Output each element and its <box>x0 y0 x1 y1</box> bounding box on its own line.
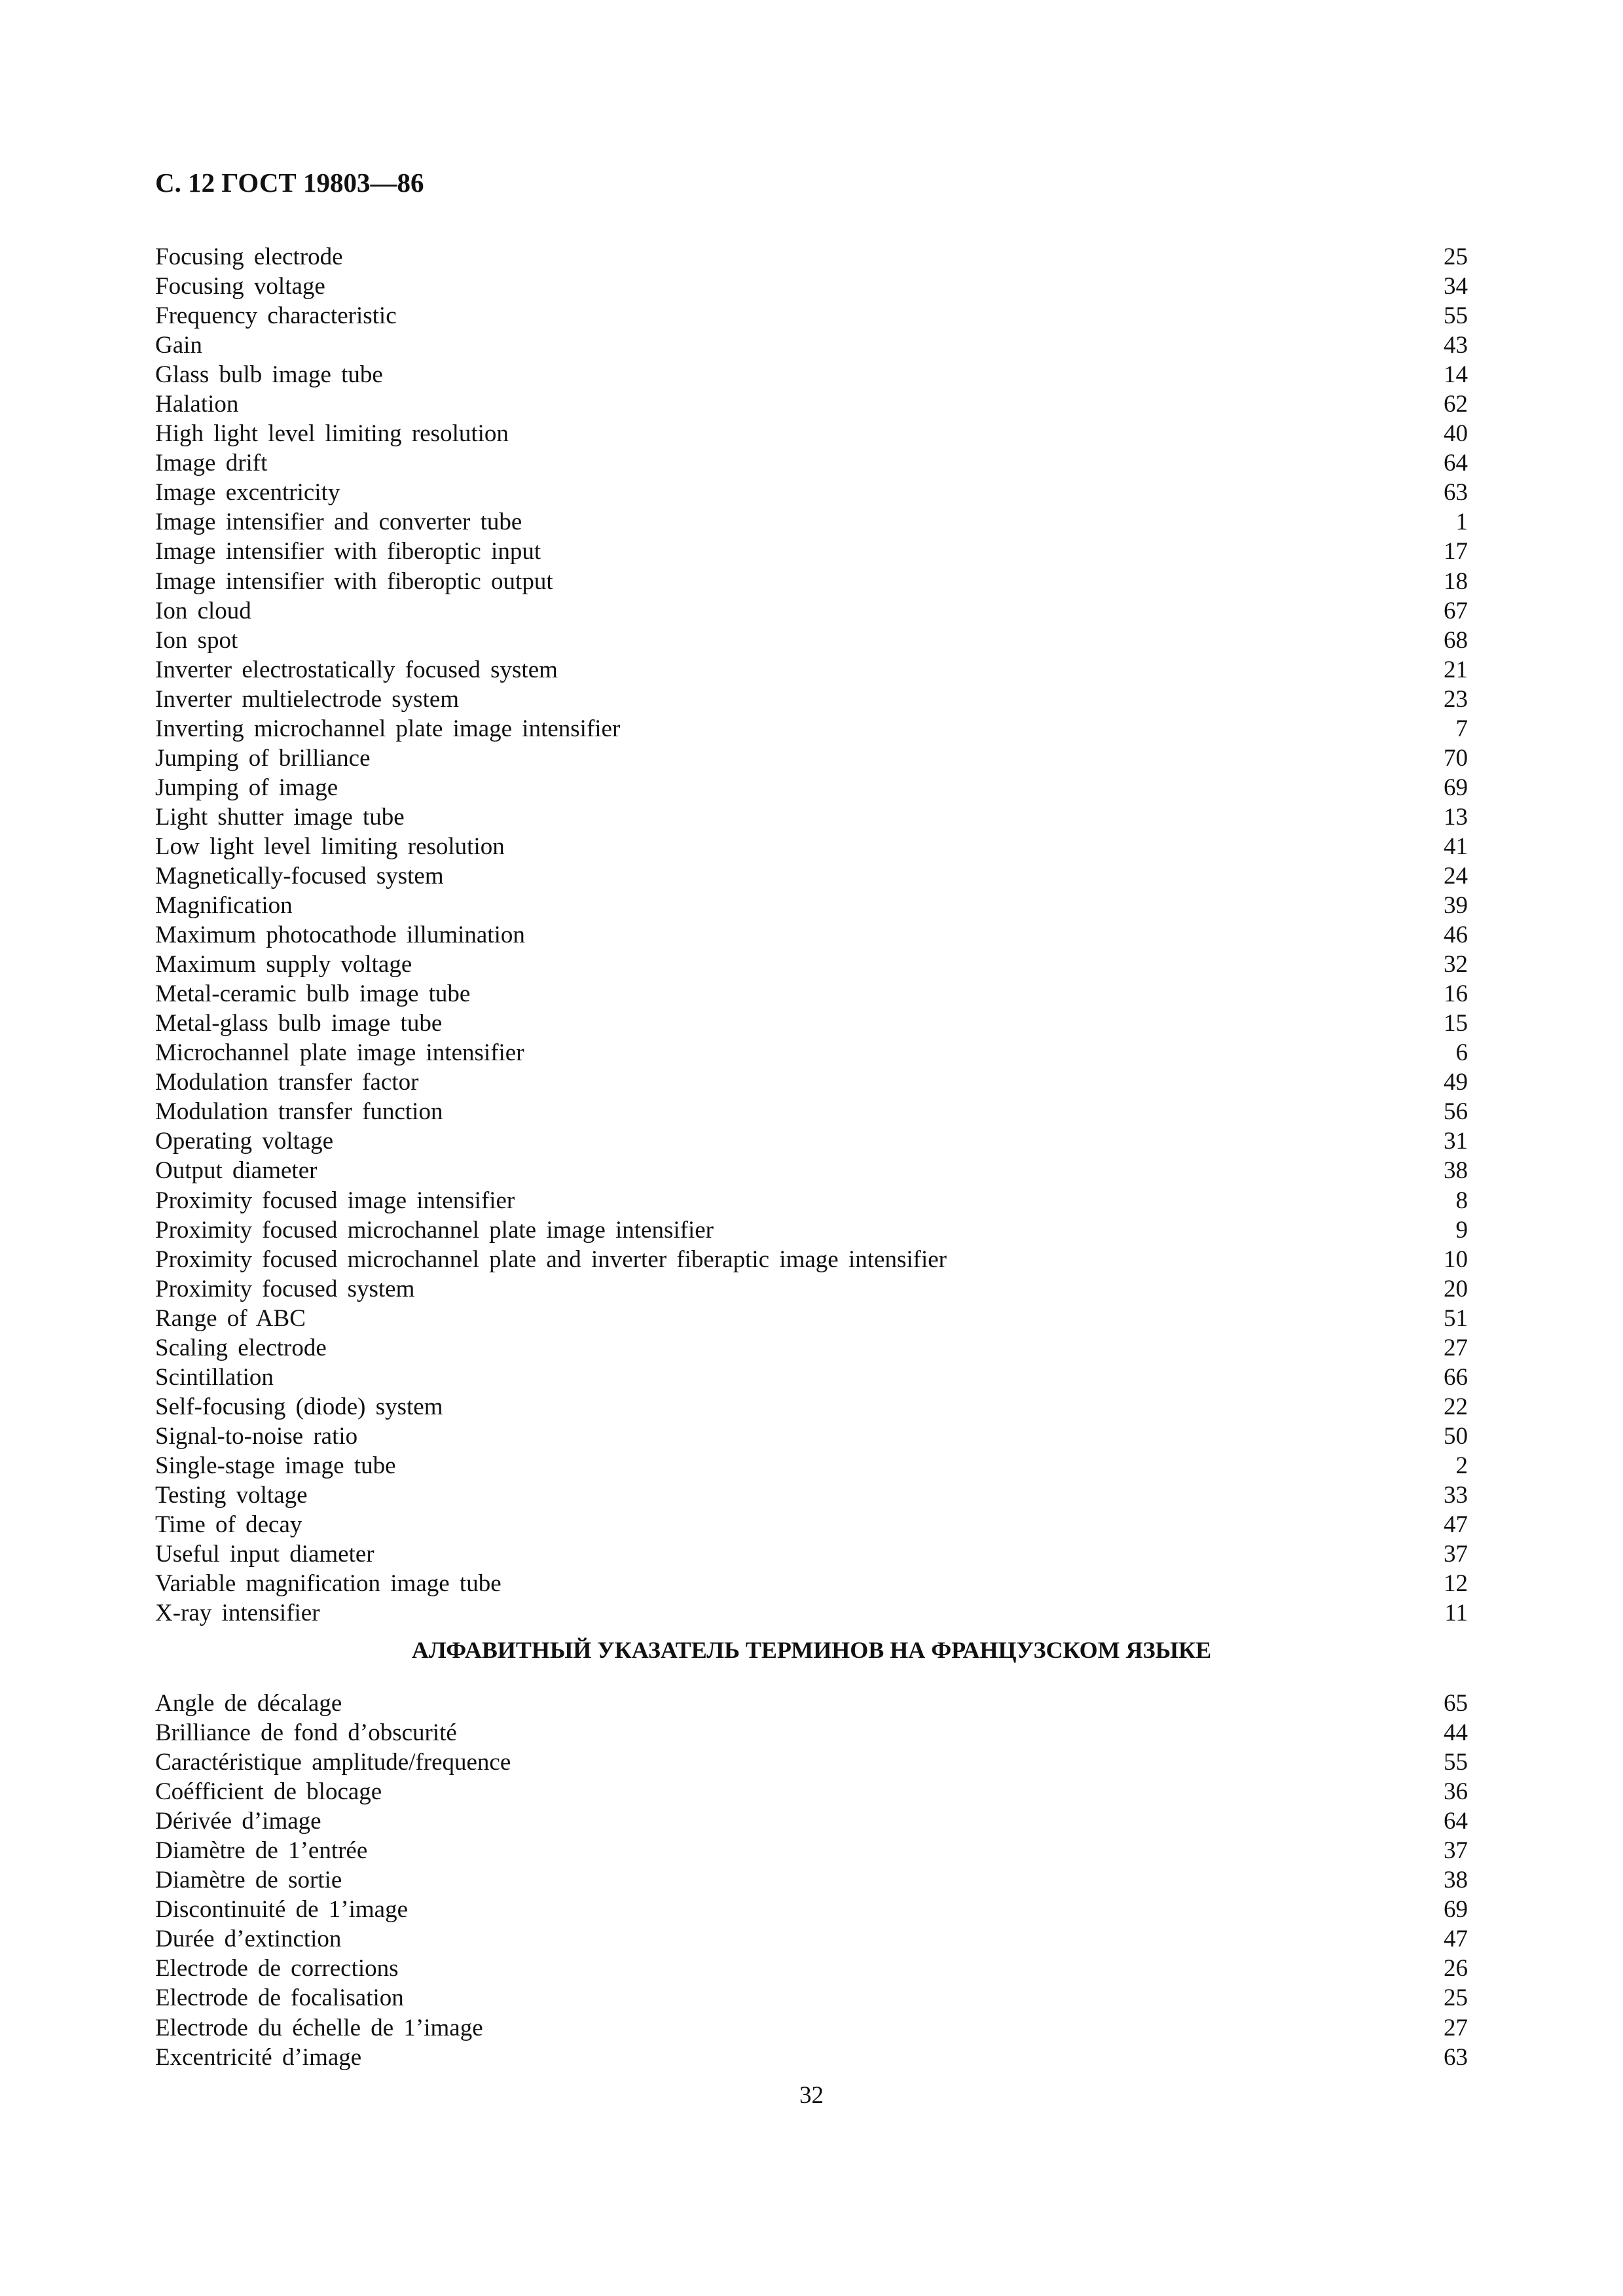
index-entry <box>155 448 1468 478</box>
index-entry <box>155 596 1468 626</box>
index-entry <box>155 1186 1468 1215</box>
index-page-number: 33 <box>1444 1481 1468 1509</box>
index-page-number: 36 <box>1444 1778 1468 1806</box>
index-page-number: 17 <box>1444 538 1468 565</box>
index-entry <box>155 419 1468 448</box>
index-entry <box>155 1038 1468 1067</box>
index-page-number: 68 <box>1444 626 1468 654</box>
index-page-number: 66 <box>1444 1363 1468 1391</box>
index-entry <box>155 950 1468 979</box>
index-term: Electrode de corrections <box>155 1955 399 1982</box>
index-term: Useful input diameter <box>155 1541 374 1568</box>
index-term: Proximity focused microchannel plate image intensifier <box>155 1216 714 1244</box>
index-page-number: 14 <box>1444 361 1468 389</box>
index-page-number: 22 <box>1444 1393 1468 1420</box>
index-page-number: 21 <box>1444 656 1468 683</box>
index-term: Coéfficient de blocage <box>155 1778 382 1806</box>
index-entry <box>155 685 1468 714</box>
index-page-number: 65 <box>1444 1690 1468 1717</box>
index-entry <box>155 2043 1468 2072</box>
index-page-number: 25 <box>1444 243 1468 270</box>
index-term: Image excentricity <box>155 479 340 507</box>
index-page-number: 31 <box>1444 1128 1468 1155</box>
index-term: Gain <box>155 332 202 359</box>
index-page-number: 1 <box>1455 509 1468 536</box>
index-term: Angle de décalage <box>155 1690 342 1717</box>
index-page-number: 24 <box>1444 862 1468 889</box>
page-header: С. 12 ГОСТ 19803—86 <box>155 168 424 198</box>
index-page-number: 69 <box>1444 774 1468 801</box>
index-entry <box>155 1777 1468 1806</box>
index-page-number: 55 <box>1444 302 1468 330</box>
index-term: Self-focusing (diode) system <box>155 1393 443 1420</box>
index-page-number: 44 <box>1444 1719 1468 1747</box>
index-term: Single-stage image tube <box>155 1452 396 1479</box>
index-entry <box>155 979 1468 1009</box>
index-term: Inverting microchannel plate image intensifier <box>155 715 621 742</box>
index-entry <box>155 360 1468 389</box>
index-page-number: 55 <box>1444 1749 1468 1776</box>
index-page-number: 8 <box>1455 1187 1468 1214</box>
index-entry <box>155 1126 1468 1156</box>
index-term: Caractéristique amplitude/frequence <box>155 1749 511 1776</box>
index-entry <box>155 1836 1468 1865</box>
index-entry <box>155 1215 1468 1245</box>
index-page-number: 51 <box>1444 1304 1468 1332</box>
index-page-number: 12 <box>1444 1570 1468 1598</box>
index-entry <box>155 1865 1468 1895</box>
index-term: Testing voltage <box>155 1481 308 1509</box>
index-page-number: 50 <box>1444 1422 1468 1450</box>
index-page-number: 23 <box>1444 685 1468 713</box>
index-term: Brilliance de fond d’obscurité <box>155 1719 457 1747</box>
index-term: Excentricité d’image <box>155 2043 362 2071</box>
index-entry <box>155 1569 1468 1598</box>
index-page-number: 9 <box>1455 1216 1468 1244</box>
index-entry <box>155 301 1468 331</box>
index-entry <box>155 1480 1468 1510</box>
index-page-number: 7 <box>1455 715 1468 742</box>
index-page-number: 69 <box>1444 1896 1468 1924</box>
index-term: Scintillation <box>155 1363 274 1391</box>
index-term: Scaling electrode <box>155 1334 327 1361</box>
index-page-number: 32 <box>1444 951 1468 978</box>
english-index-list <box>155 242 1468 1628</box>
index-term: Durée d’extinction <box>155 1926 342 1953</box>
index-term: Ion spot <box>155 626 238 654</box>
index-page-number: 2 <box>1455 1452 1468 1479</box>
index-page-number: 38 <box>1444 1157 1468 1185</box>
index-entry <box>155 744 1468 773</box>
index-term: Modulation transfer function <box>155 1098 443 1126</box>
index-entry <box>155 507 1468 537</box>
index-page-number: 47 <box>1444 1926 1468 1953</box>
index-term: Electrode du échelle de 1’image <box>155 2014 483 2041</box>
index-term: Image intensifier and converter tube <box>155 509 522 536</box>
index-entry <box>155 1156 1468 1185</box>
index-entry <box>155 802 1468 832</box>
index-entry <box>155 1924 1468 1954</box>
index-term: Range of ABC <box>155 1304 306 1332</box>
index-page-number: 62 <box>1444 391 1468 418</box>
index-entry <box>155 1422 1468 1451</box>
index-page-number: 63 <box>1444 479 1468 507</box>
index-page-number: 63 <box>1444 2043 1468 2071</box>
index-entry <box>155 1718 1468 1748</box>
index-entry <box>155 537 1468 566</box>
index-entry <box>155 2013 1468 2043</box>
index-term: Glass bulb image tube <box>155 361 383 389</box>
index-entry <box>155 1451 1468 1480</box>
index-page-number: 67 <box>1444 597 1468 624</box>
index-term: Magnification <box>155 892 293 920</box>
index-entry <box>155 272 1468 301</box>
index-entry <box>155 626 1468 655</box>
index-term: Inverter multielectrode system <box>155 685 460 713</box>
index-term: Low light level limiting resolution <box>155 833 505 860</box>
index-term: Modulation transfer factor <box>155 1069 419 1096</box>
index-entry <box>155 1806 1468 1836</box>
index-page-number: 37 <box>1444 1541 1468 1568</box>
index-page-number: 34 <box>1444 273 1468 300</box>
index-entry <box>155 920 1468 950</box>
index-page-number: 56 <box>1444 1098 1468 1126</box>
index-page-number: 18 <box>1444 567 1468 595</box>
index-term: Halation <box>155 391 239 418</box>
index-term: Metal-glass bulb image tube <box>155 1010 443 1037</box>
index-term: Output diameter <box>155 1157 318 1185</box>
index-entry <box>155 331 1468 360</box>
index-term: Discontinuité de 1’image <box>155 1896 409 1924</box>
index-term: Image intensifier with fiberoptic output <box>155 567 553 595</box>
index-entry <box>155 1689 1468 1718</box>
index-page-number: 37 <box>1444 1837 1468 1865</box>
index-entry <box>155 832 1468 861</box>
index-entry <box>155 1598 1468 1628</box>
index-term: Frequency characteristic <box>155 302 397 330</box>
index-page-number: 27 <box>1444 2014 1468 2041</box>
index-page-number: 70 <box>1444 744 1468 772</box>
index-entry <box>155 1333 1468 1363</box>
index-page-number: 64 <box>1444 1808 1468 1835</box>
index-entry <box>155 478 1468 507</box>
index-term: Image drift <box>155 450 268 477</box>
index-term: Jumping of image <box>155 774 338 801</box>
index-term: Proximity focused system <box>155 1275 415 1302</box>
index-term: Image intensifier with fiberoptic input <box>155 538 541 565</box>
index-term: Jumping of brilliance <box>155 744 371 772</box>
index-page-number: 46 <box>1444 922 1468 949</box>
index-term: Proximity focused image intensifier <box>155 1187 515 1214</box>
index-page-number: 40 <box>1444 420 1468 448</box>
index-entry <box>155 1245 1468 1274</box>
index-entry <box>155 1748 1468 1777</box>
index-page-number: 64 <box>1444 450 1468 477</box>
index-term: Ion cloud <box>155 597 251 624</box>
index-page-number: 49 <box>1444 1069 1468 1096</box>
index-page-number: 16 <box>1444 980 1468 1008</box>
index-term: Diamètre de sortie <box>155 1867 342 1894</box>
index-entry <box>155 1983 1468 2013</box>
french-index-heading: АЛФАВИТНЫЙ УКАЗАТЕЛЬ ТЕРМИНОВ НА ФРАНЦУЗСКОМ ЯЗЫКЕ <box>411 1637 1212 1663</box>
index-term: Inverter electrostatically focused system <box>155 656 558 683</box>
index-page-number: 13 <box>1444 803 1468 831</box>
index-term: Dérivée d’image <box>155 1808 321 1835</box>
index-term: Microchannel plate image intensifier <box>155 1039 524 1067</box>
index-entry <box>155 242 1468 272</box>
index-entry <box>155 567 1468 596</box>
index-term: Diamètre de 1’entrée <box>155 1837 368 1865</box>
index-entry <box>155 1895 1468 1924</box>
index-term: Focusing electrode <box>155 243 343 270</box>
index-term: Electrode de focalisation <box>155 1984 404 2012</box>
index-term: Variable magnification image tube <box>155 1570 501 1598</box>
index-entry <box>155 389 1468 419</box>
index-page-number: 20 <box>1444 1275 1468 1302</box>
index-term: Operating voltage <box>155 1128 334 1155</box>
index-term: Magnetically-focused system <box>155 862 444 889</box>
index-term: Maximum supply voltage <box>155 951 412 978</box>
index-entry <box>155 891 1468 920</box>
french-index-list <box>155 1689 1468 2072</box>
index-term: Proximity focused microchannel plate and inverter fiberaptic image intensifier <box>155 1246 947 1273</box>
index-page-number: 41 <box>1444 833 1468 860</box>
index-entry <box>155 1510 1468 1539</box>
index-entry <box>155 861 1468 891</box>
index-term: X-ray intensifier <box>155 1600 320 1627</box>
index-entry <box>155 1363 1468 1392</box>
index-page-number: 10 <box>1444 1246 1468 1273</box>
index-entry <box>155 1274 1468 1304</box>
index-entry <box>155 1097 1468 1126</box>
index-page-number: 15 <box>1444 1010 1468 1037</box>
index-entry <box>155 1067 1468 1097</box>
index-term: Maximum photocathode illumination <box>155 922 525 949</box>
index-page-number: 11 <box>1444 1600 1468 1627</box>
index-term: High light level limiting resolution <box>155 420 509 448</box>
index-page-number: 27 <box>1444 1334 1468 1361</box>
index-page-number: 43 <box>1444 332 1468 359</box>
index-entry <box>155 1954 1468 1983</box>
index-entry <box>155 655 1468 685</box>
page-number: 32 <box>799 2082 824 2109</box>
index-entry <box>155 1304 1468 1333</box>
index-entry <box>155 773 1468 802</box>
index-page-number: 6 <box>1455 1039 1468 1067</box>
index-entry <box>155 1009 1468 1038</box>
index-page-number: 47 <box>1444 1511 1468 1539</box>
index-entry <box>155 714 1468 744</box>
index-entry <box>155 1539 1468 1569</box>
index-term: Focusing voltage <box>155 273 325 300</box>
index-entry <box>155 1392 1468 1422</box>
index-term: Time of decay <box>155 1511 302 1539</box>
index-page-number: 38 <box>1444 1867 1468 1894</box>
index-term: Metal-ceramic bulb image tube <box>155 980 471 1008</box>
index-term: Signal-to-noise ratio <box>155 1422 358 1450</box>
index-page-number: 26 <box>1444 1955 1468 1982</box>
index-page-number: 25 <box>1444 1984 1468 2012</box>
index-page-number: 39 <box>1444 892 1468 920</box>
index-term: Light shutter image tube <box>155 803 405 831</box>
